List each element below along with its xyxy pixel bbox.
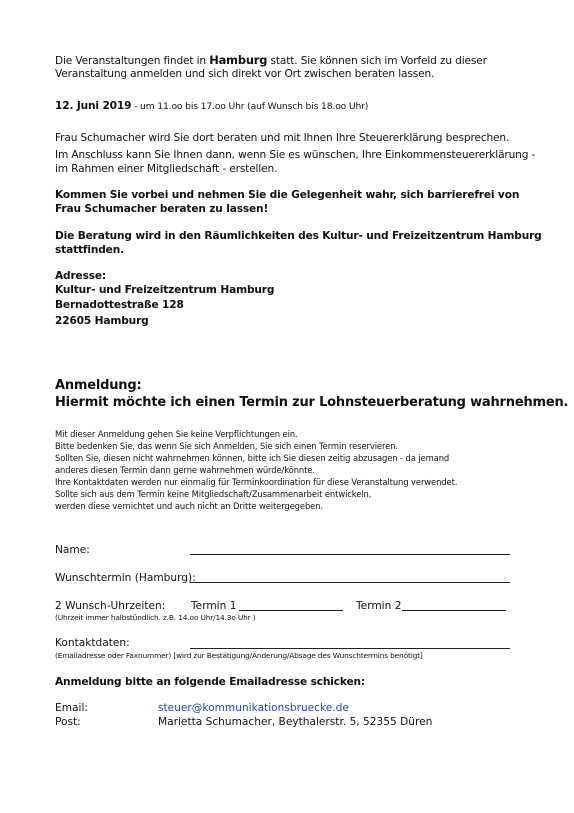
- terms-line: Bitte bedenken Sie, das wenn Sie sich Anmelden, Sie sich einen Termin reservieren.: [55, 441, 398, 451]
- intro-text: Die Veranstaltungen findet in: [55, 55, 210, 67]
- event-date-line: [55, 99, 368, 114]
- address-street: Bernadottestraße 128: [55, 299, 184, 311]
- name-field[interactable]: [190, 554, 510, 555]
- post-label: Post:: [55, 716, 81, 728]
- invite-line-2: Frau Schumacher beraten zu lassen!: [55, 203, 269, 215]
- terms-line: Ihre Kontaktdaten werden nur einmalig für Terminkoordination für diese Veranstaltung verwendet.: [55, 477, 458, 487]
- advice-line-1: Frau Schumacher wird Sie dort beraten und mit Ihnen Ihre Steuererklärung besprechen.: [55, 132, 510, 144]
- slot1-label: Termin 1: [191, 600, 237, 612]
- slot1-field[interactable]: [239, 610, 343, 611]
- intro-city: Hamburg: [209, 53, 268, 67]
- wish-date-label: Wunschtermin (Hamburg):: [55, 572, 196, 584]
- event-time: - um 11.oo bis 17.oo Uhr (auf Wunsch bis 18.oo Uhr): [131, 101, 369, 112]
- advice-line-3: im Rahmen einer Mitgliedschaft - erstellen.: [55, 163, 278, 175]
- intro-line-1: [55, 53, 487, 68]
- address-label: Adresse:: [55, 270, 107, 282]
- wish-date-field[interactable]: [190, 582, 510, 583]
- intro-text-rest: statt. Sie können sich im Vorfeld zu dieser: [267, 55, 487, 67]
- terms-line: Mit dieser Anmeldung gehen Sie keine Verpflichtungen ein.: [55, 429, 298, 439]
- event-date: 12. Juni 2019: [55, 100, 132, 112]
- contact-label: Kontaktdaten:: [55, 637, 130, 649]
- slot2-field[interactable]: [402, 610, 506, 611]
- invite-line-1: Kommen Sie vorbei und nehmen Sie die Gelegenheit wahr, sich barrierefrei von: [55, 189, 520, 201]
- send-heading: Anmeldung bitte an folgende Emailadresse schicken:: [55, 676, 365, 688]
- email-link[interactable]: steuer@kommunikationsbruecke.de: [158, 702, 349, 714]
- advice-line-2: Im Anschluss kann Sie Ihnen dann, wenn Sie es wünschen, Ihre Einkommensteuererklärung -: [55, 149, 536, 161]
- contact-field[interactable]: [190, 648, 510, 649]
- address-city: 22605 Hamburg: [55, 315, 149, 327]
- intro-line-2: Veranstaltung anmelden und sich direkt vor Ort zwischen beraten lassen.: [55, 68, 435, 80]
- terms-line: werden diese vernichtet und auch nicht an Dritte weitergegeben.: [55, 501, 323, 511]
- times-hint: (Uhrzeit immer halbstündlich. z.B. 14.oo Uhr/14.3o Uhr ): [55, 613, 256, 622]
- terms-line: anderes diesen Termin dann gerne wahrnehmen würde/könnte.: [55, 465, 315, 475]
- registration-title: Anmeldung:: [55, 378, 142, 393]
- name-label: Name:: [55, 544, 90, 556]
- slot2-label: Termin 2: [356, 600, 402, 612]
- email-label: Email:: [55, 702, 88, 714]
- terms-line: Sollte sich aus dem Termin keine Mitgliedschaft/Zusammenarbeit entwickeln,: [55, 489, 372, 499]
- terms-line: Sollten Sie, diesen nicht wahrnehmen können, bitte ich Sie diesen zeitig abzusagen - da jemand: [55, 453, 450, 463]
- contact-hint: (Emailadresse oder Faxnummer) [wird zur Bestätigung/Änderung/Absage des Wunschtermins benötigt]: [55, 651, 423, 660]
- post-address: Marietta Schumacher, Beythalerstr. 5, 52355 Düren: [158, 716, 433, 728]
- registration-subtitle: Hiermit möchte ich einen Termin zur Lohnsteuerberatung wahrnehmen.: [55, 395, 569, 410]
- location-line-2: stattfinden.: [55, 244, 124, 256]
- times-label: 2 Wunsch-Uhrzeiten:: [55, 600, 166, 612]
- location-line-1: Die Beratung wird in den Räumlichkeiten des Kultur- und Freizeitzentrum Hamburg: [55, 230, 542, 242]
- address-name: Kultur- und Freizeitzentrum Hamburg: [55, 284, 275, 296]
